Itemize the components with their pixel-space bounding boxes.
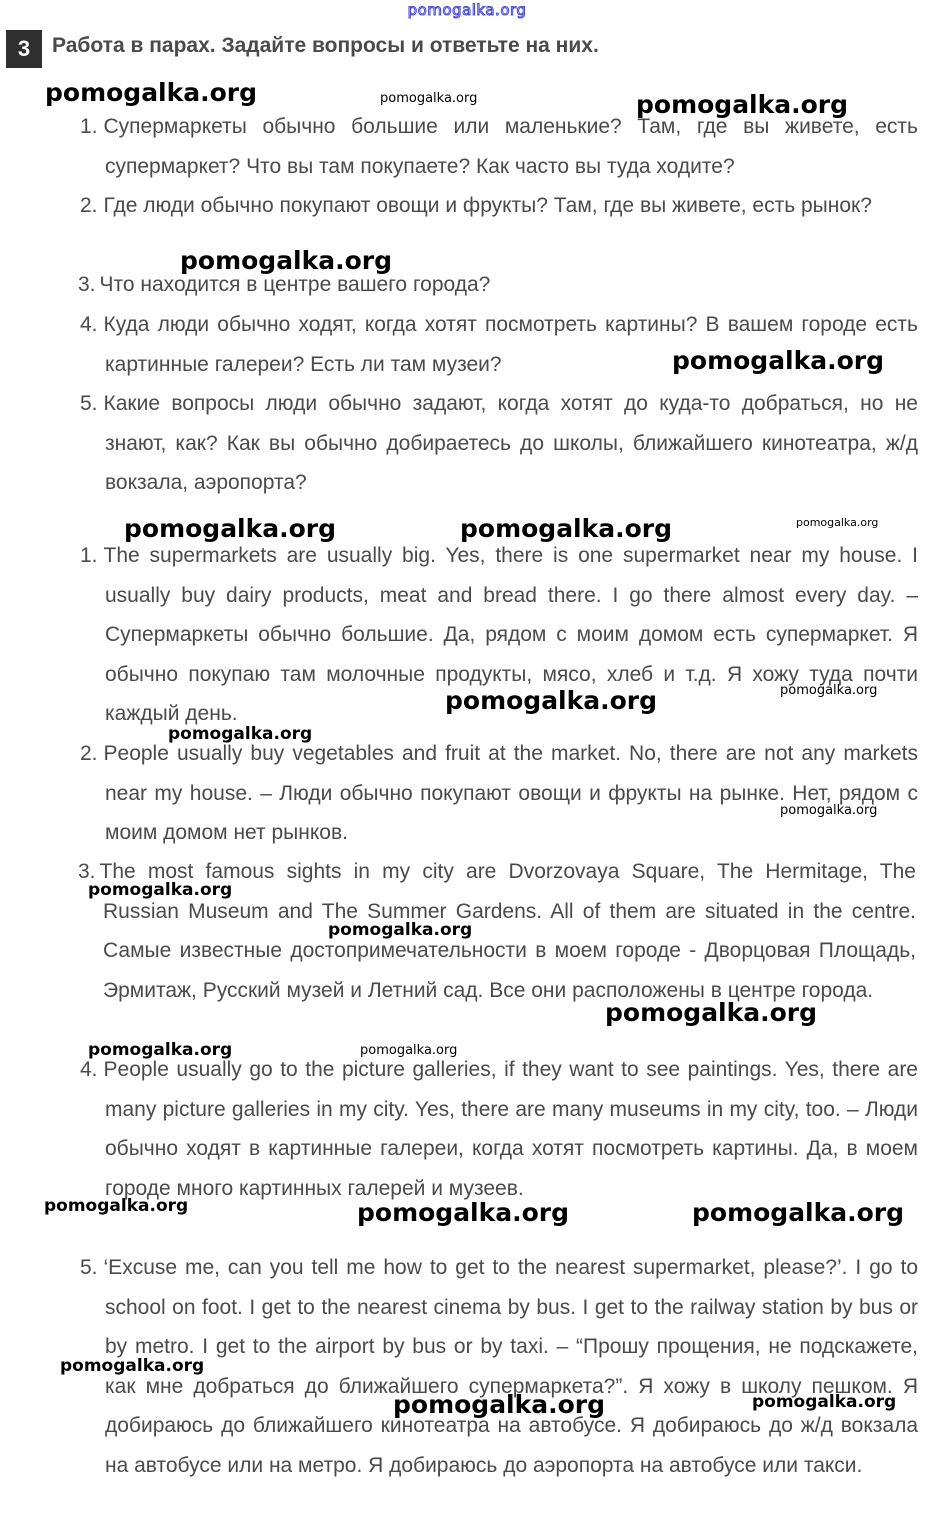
question-number: 4. xyxy=(80,313,98,336)
watermark: pomogalka.org xyxy=(328,920,473,940)
task-heading: Работа в парах. Задайте вопросы и ответьте на них. xyxy=(52,34,599,57)
watermark: pomogalka.org xyxy=(796,516,879,529)
answer-number: 4. xyxy=(80,1058,98,1081)
watermark: pomogalka.org xyxy=(636,90,849,119)
question-text: Куда люди обычно ходят, когда хотят посмотреть картины? В вашем городе есть картинные галереи? Есть ли там музеи? xyxy=(103,313,918,376)
watermark: pomogalka.org xyxy=(393,1390,606,1419)
question-number: 5. xyxy=(80,392,98,415)
answer-text: The most famous sights in my city are Dvorzovaya Square, The Hermitage, The Russian Museum and The Summer Gardens. All of them are situated in the centre. Самые известные достопримечательности в моем городе - Дворцовая Площадь, Эрмитаж, Русский музей и Летний сад. Все они расположены в центре города. xyxy=(99,860,916,1002)
watermark: pomogalka.org xyxy=(60,1356,205,1376)
watermark: pomogalka.org xyxy=(780,683,878,698)
watermark: pomogalka.org xyxy=(357,1198,570,1227)
watermark: pomogalka.org xyxy=(780,803,878,818)
watermark: pomogalka.org xyxy=(124,514,337,543)
question-item xyxy=(80,384,918,503)
watermark: pomogalka.org xyxy=(605,998,818,1027)
question-text: Супермаркеты обычно большие или маленькие? Там, где вы живете, есть супермаркет? Что вы там покупаете? Как часто вы туда ходите? xyxy=(103,115,918,178)
answer-text: ‘Excuse me, can you tell me how to get to the nearest supermarket, please?’. I go to school on foot. I get to the nearest cinema by bus. I get to the railway station by bus or by metro. I get to the airport by bus or by taxi. – “Прошу прощения, не подскажете, как мне добраться до ближайшего супермаркета?”. Я хожу в школу пешком. Я добираюсь до ближайшего кинотеатра на автобусе. Я добираюсь до ж/д вокзала на автобусе или на метро. Я добираюсь до аэропорта на автобусе или такси. xyxy=(103,1256,918,1477)
answer-number: 5. xyxy=(80,1256,98,1279)
question-number: 1. xyxy=(80,115,98,138)
answer-number: 1. xyxy=(80,544,98,567)
question-text: Где люди обычно покупают овощи и фрукты? Там, где вы живете, есть рынок? xyxy=(103,194,872,217)
watermark: pomogalka.org xyxy=(88,880,233,900)
answer-item xyxy=(78,852,916,1010)
question-text: Что находится в центре вашего города? xyxy=(99,273,491,296)
answer-text: People usually buy vegetables and fruit at the market. No, there are not any markets near my house. – Люди обычно покупают овощи и фрукты на рынке. Нет, рядом с моим домом нет рынков. xyxy=(103,742,918,845)
watermark: pomogalka.org xyxy=(752,1392,897,1412)
watermark: pomogalka.org xyxy=(180,246,393,275)
exercise-number-badge: 3 xyxy=(6,30,42,68)
answer-item xyxy=(80,734,918,853)
answer-number: 3. xyxy=(78,860,96,883)
question-number: 2. xyxy=(80,194,98,217)
answer-item xyxy=(80,1050,918,1208)
watermark: pomogalka.org xyxy=(360,1043,458,1058)
question-item xyxy=(80,186,918,226)
top-watermark: pomogalka.org xyxy=(407,1,527,19)
watermark: pomogalka.org xyxy=(88,1040,233,1060)
watermark: pomogalka.org xyxy=(44,1196,189,1216)
answer-text: People usually go to the picture galleries, if they want to see paintings. Yes, there are many picture galleries in my city. Yes, there are many museums in my city, too. – Люди обычно ходят в картинные галереи, когда хотят посмотреть картины. Да, в моем городе много картинных галерей и музеев. xyxy=(103,1058,918,1200)
watermark: pomogalka.org xyxy=(445,686,658,715)
watermark: pomogalka.org xyxy=(45,78,258,107)
watermark: pomogalka.org xyxy=(168,724,313,744)
question-text: Какие вопросы люди обычно задают, когда хотят до куда-то добраться, но не знают, как? Как вы обычно добираетесь до школы, ближайшего кинотеатра, ж/д вокзала, аэропорта? xyxy=(103,392,918,495)
answer-item xyxy=(80,1248,918,1486)
question-number: 3. xyxy=(78,273,96,296)
watermark: pomogalka.org xyxy=(460,514,673,543)
watermark: pomogalka.org xyxy=(672,346,885,375)
watermark: pomogalka.org xyxy=(380,91,478,106)
answer-number: 2. xyxy=(80,742,98,765)
answer-text: The supermarkets are usually big. Yes, there is one supermarket near my house. I usually buy dairy products, meat and bread there. I go there almost every day. – Супермаркеты обычно большие. Да, рядом с моим домом есть супермаркет. Я обычно покупаю там молочные продукты, мясо, хлеб и т.д. Я хожу туда почти каждый день. xyxy=(103,544,918,726)
watermark: pomogalka.org xyxy=(692,1198,905,1227)
